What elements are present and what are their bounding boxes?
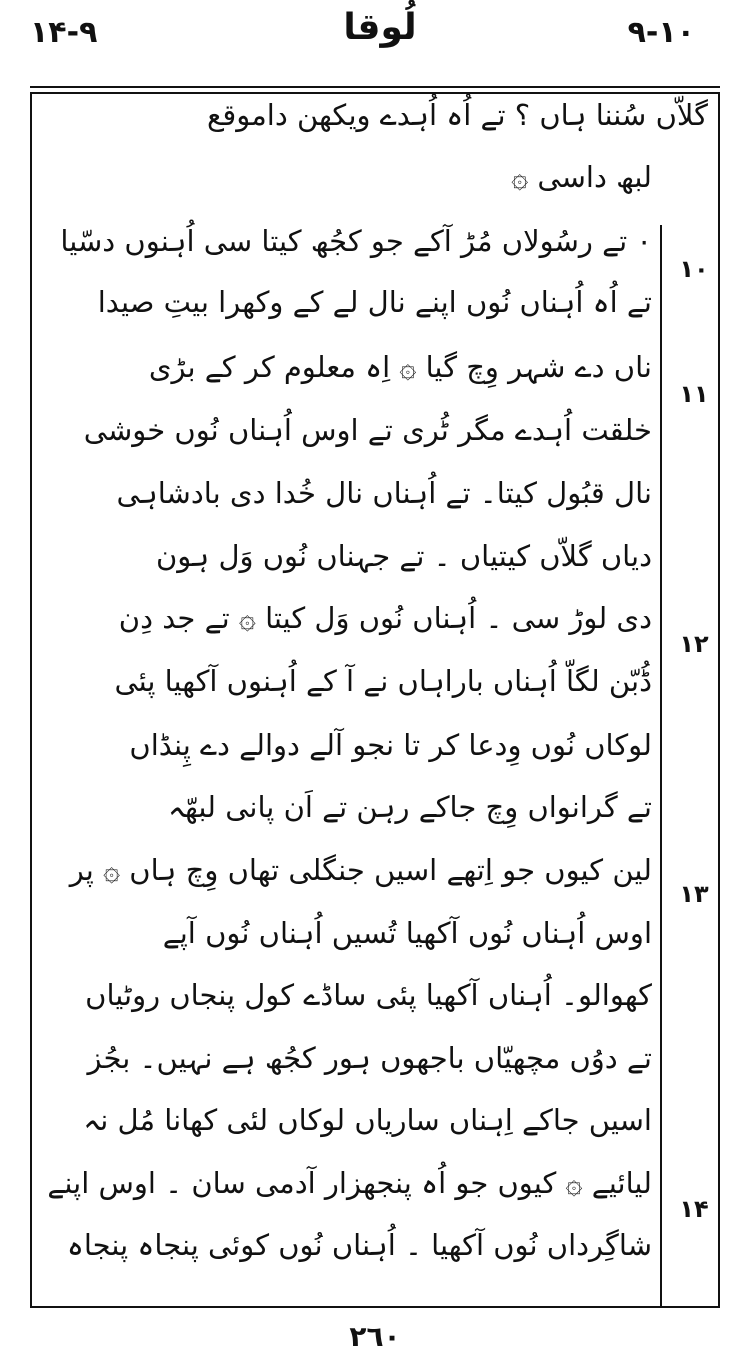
text-line: تے اُہ اُہناں نُوں اپنے نال لے کے وکھرا بیتِ صیدا	[97, 285, 652, 319]
text-line: دیاں گلاّں کیتیاں ۔ تے جہناں نُوں وَل ہون	[155, 539, 652, 573]
text-line: ڈُبّن لگاّ اُہناں باراہاں نے آ کے اُہنوں آکھیا پئی	[114, 664, 652, 698]
book-title: لُوقا	[343, 7, 417, 48]
text-line: لبھ داسی ۞	[511, 160, 652, 194]
verse-margin-rule	[660, 225, 662, 1308]
verse-number-13: ۱۳	[679, 880, 709, 908]
text-line: خلقت اُہدے مگر ٹُری تے اوس اُہناں نُوں خوشی	[83, 413, 652, 447]
verse-number-11: ۱۱	[679, 380, 709, 408]
chapter-verse-range-left: ۱۴-۹	[30, 15, 98, 50]
text-line: لیائیے ۞ کیوں جو اُہ پنجھزار آدمی سان ۔ اوس اپنے	[47, 1166, 652, 1200]
chapter-verse-range-right: ۹-۱۰	[627, 15, 695, 50]
text-line: تے دوُں مچھیّاں باجھوں ہور کجُھ ہے نہیں۔ بجُز	[87, 1041, 652, 1075]
text-line: اوس اُہناں نُوں آکھیا تُسیں اُہناں نُوں آپے	[162, 916, 652, 950]
header-rule	[30, 86, 720, 88]
verse-number-14: ۱۴	[679, 1195, 709, 1223]
text-line: گلاّں سُننا ہاں ؟ تے اُہ اُہدے ویکھن داموقع	[206, 98, 708, 132]
text-line: شاگِرداں نُوں آکھیا ۔ اُہناں نُوں کوئی پنجاہ پنجاہ	[66, 1228, 652, 1262]
page-number: ۲٦٠	[349, 1320, 401, 1353]
text-line: تے گرانواں وِچ جاکے رہن تے اَن پانی لبھّہ	[168, 790, 652, 824]
text-line: ۰ تے رسُولاں مُڑ آکے جو کجُھ کیتا سی اُہنوں دسّیا	[60, 224, 652, 258]
page-header	[30, 4, 730, 64]
verse-number-12: ۱۲	[679, 630, 709, 658]
text-line: لوکاں نُوں وِدعا کر تا نجو آلے دوالے دے پِنڈاں	[129, 728, 652, 762]
text-line: کھوالو۔ اُہناں آکھیا پئی ساڈے کول پنجاں روٹیاں	[85, 978, 652, 1012]
verse-number-10: ۱۰	[679, 255, 709, 283]
text-line: لین کیوں جو اِتھے اسیں جنگلی تھاں وِچ ہاں ۞ پر	[69, 853, 652, 887]
text-line: نال قبُول کیتا۔ تے اُہناں نال خُدا دی بادشاہی	[116, 476, 652, 510]
text-line: ناں دے شہر وِچ گیا ۞ اِہ معلوم کر کے بڑی	[148, 350, 652, 384]
text-line: دی لوڑ سی ۔ اُہناں نُوں وَل کیتا ۞ تے جد دِن	[118, 601, 652, 635]
text-line: اسیں جاکے اِہناں ساریاں لوکاں لئی کھانا مُل نہ	[83, 1103, 652, 1137]
